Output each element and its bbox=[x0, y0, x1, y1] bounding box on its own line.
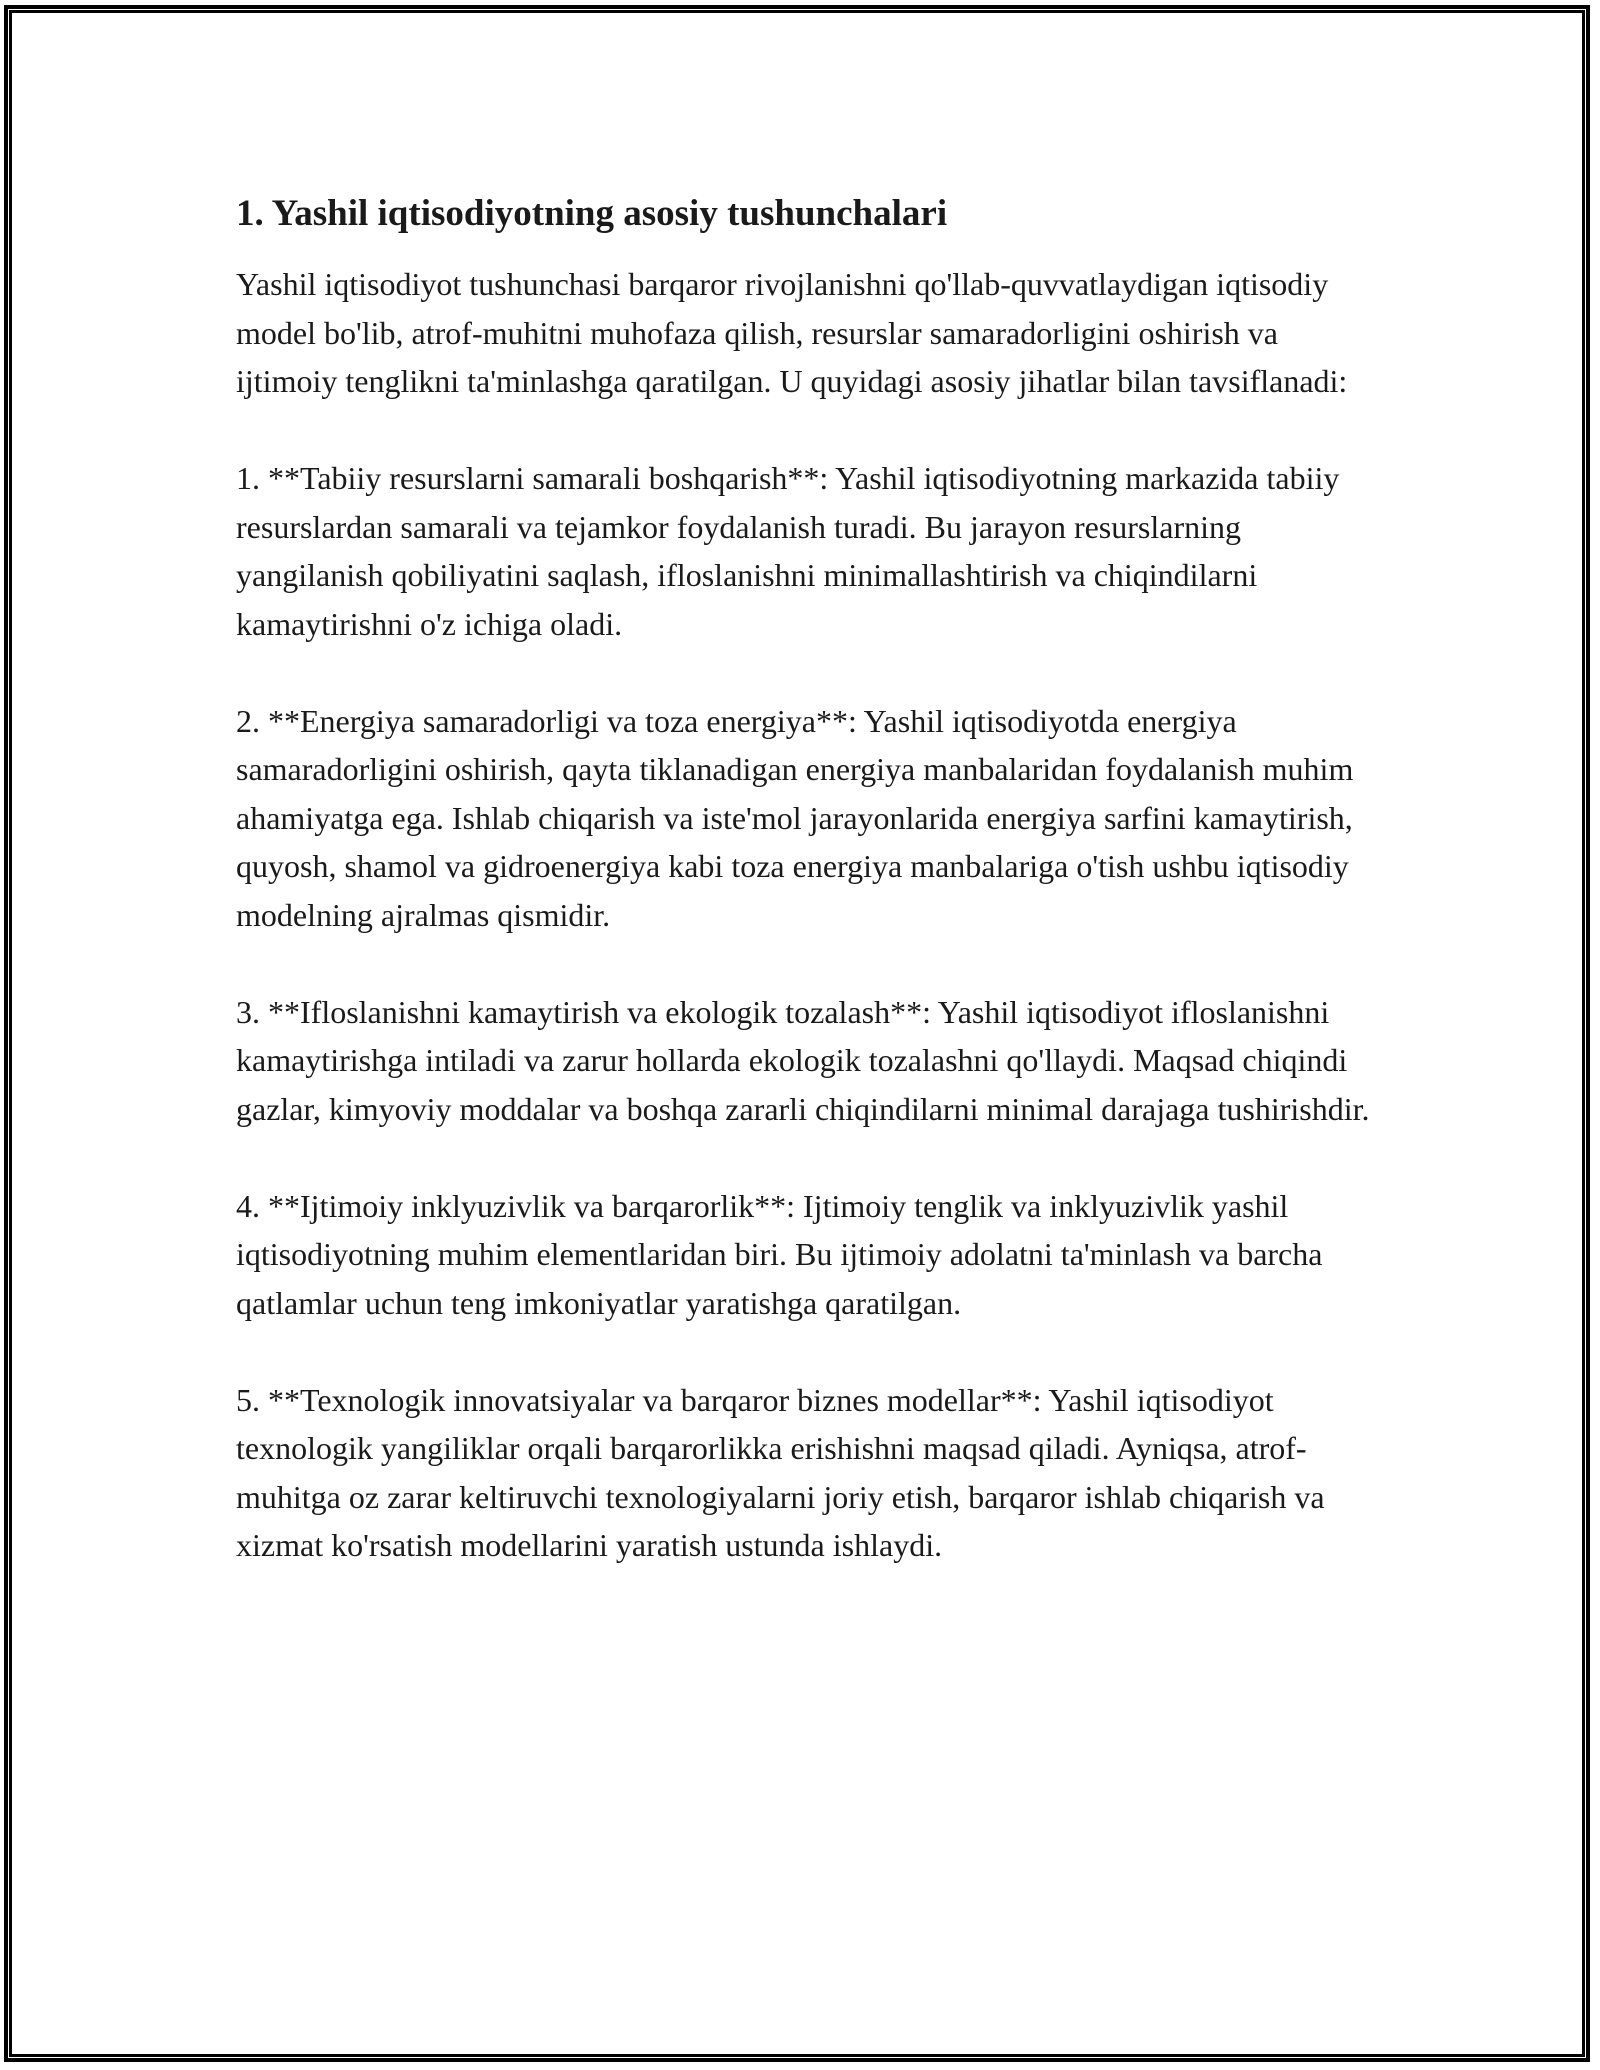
intro-paragraph: Yashil iqtisodiyot tushunchasi barqaror rivojlanishni qo'llab-quvvatlaydigan iqtisodiy model bo'lib, atrof-muhitni muhofaza qilish, resurslar samaradorligini oshirish va ijtimoiy tenglikni ta'minlashga qaratilgan. U quyidagi asosiy jihatlar bilan tavsiflanadi: bbox=[236, 266, 1348, 399]
list-item: 1. **Tabiiy resurslarni samarali boshqarish**: Yashil iqtisodiyotning markazida tabiiy resurslardan samarali va tejamkor foydalanish turadi. Bu jarayon resurslarning yangilanish qobiliyatini saqlash, ifloslanishni minimallashtirish va chiqindilarni kamaytirishni o'z ichiga oladi. bbox=[236, 460, 1340, 642]
list-item: 2. **Energiya samaradorligi va toza energiya**: Yashil iqtisodiyotda energiya samaradorligini oshirish, qayta tiklanadigan energiya manbalaridan foydalanish muhim ahamiyatga ega. Ishlab chiqarish va iste'mol jarayonlarida energiya sarfini kamaytirish, quyosh, shamol va gidroenergiya kabi toza energiya manbalariga o'tish ushbu iqtisodiy modelning ajralmas qismidir. bbox=[236, 702, 1354, 933]
section-heading: 1. Yashil iqtisodiyotning asosiy tushunchalari bbox=[236, 193, 948, 234]
list-item: 4. **Ijtimoiy inklyuzivlik va barqarorlik**: Ijtimoiy tenglik va inklyuzivlik yashil iqtisodiyotning muhim elementlaridan biri. Bu ijtimoiy adolatni ta'minlash va barcha qatlamlar uchun teng imkoniyatlar yaratishga qaratilgan. bbox=[236, 1187, 1323, 1321]
list-item: 5. **Texnologik innovatsiyalar va barqaror biznes modellar**: Yashil iqtisodiyot texnologik yangiliklar orqali barqarorlikka erishishni maqsad qiladi. Ayniqsa, atrof-muhitga oz zarar keltiruvchi texnologiyalarni joriy etish, barqaror ishlab chiqarish va xizmat ko'rsatish modellarini yaratish ustunda ishlaydi. bbox=[236, 1381, 1325, 1563]
document-body bbox=[236, 188, 1376, 1618]
list-item: 3. **Ifloslanishni kamaytirish va ekologik tozalash**: Yashil iqtisodiyot ifloslanishni kamaytirishga intiladi va zarur hollarda ekologik tozalashni qo'llaydi. Maqsad chiqindi gazlar, kimyoviy moddalar va boshqa zararli chiqindilarni minimal darajaga tushirishdir. bbox=[236, 993, 1370, 1127]
